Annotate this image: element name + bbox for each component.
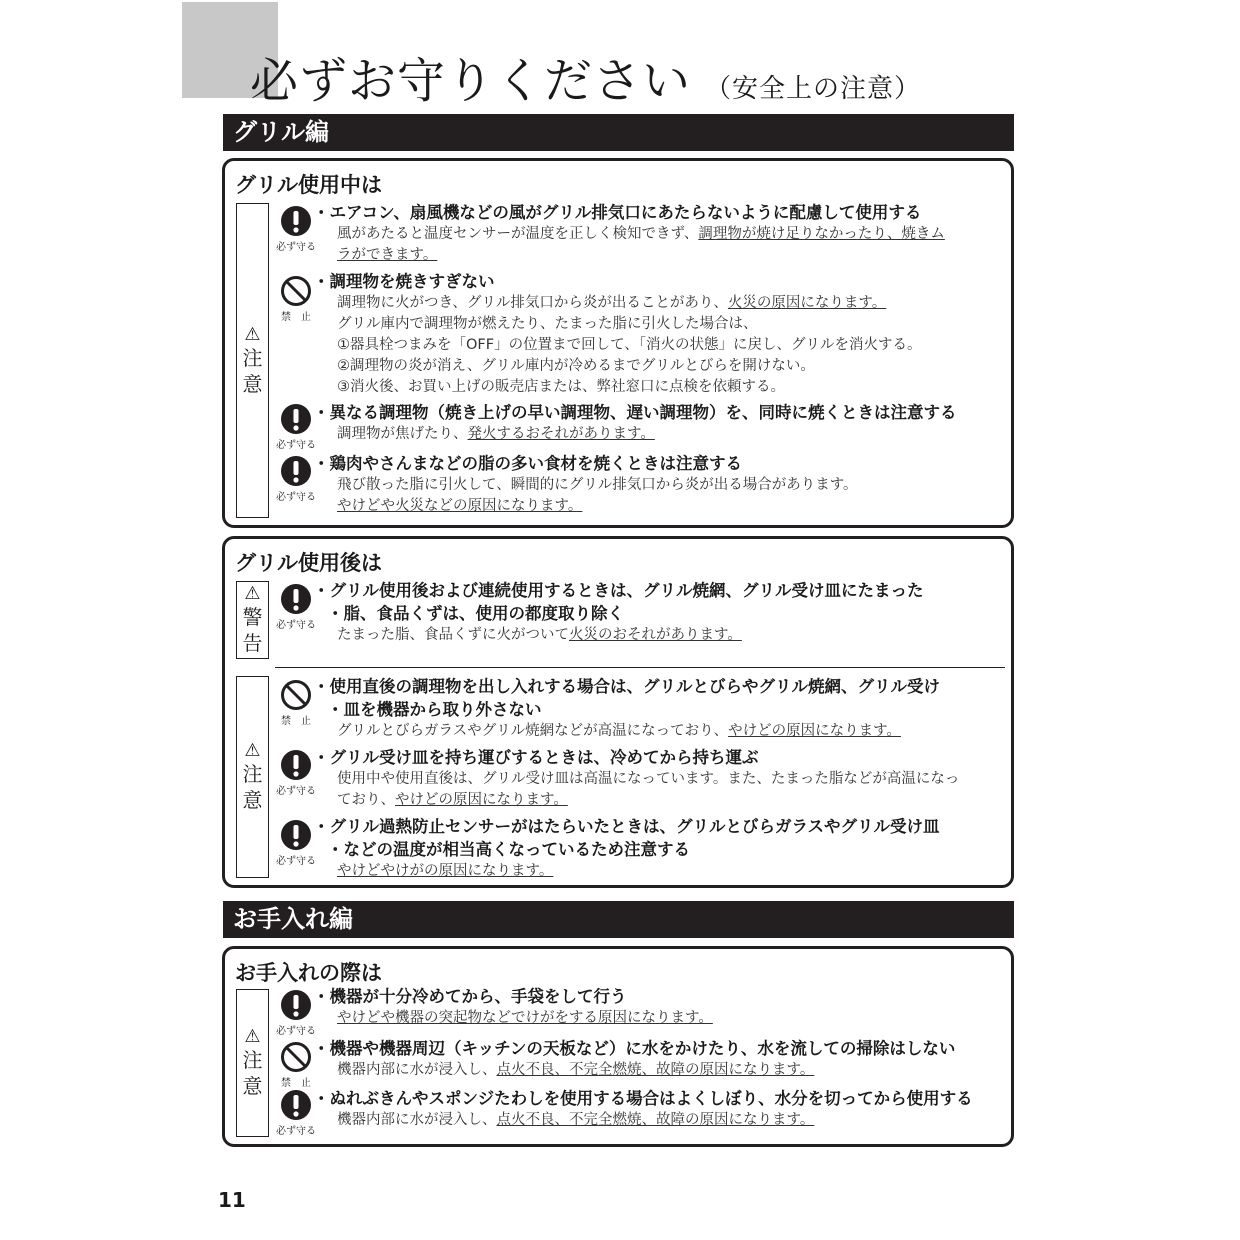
list-item: ・ グリル使用後および連続使用するときは、グリル焼網、グリル受け皿にたまった ・ 脂、食品くずは、使用の都度取り除く たまった脂、食品くずに火がついて火災のおそれがあります。 — [323, 579, 1008, 646]
list-item: ・ エアコン、扇風機などの風がグリル排気口にあたらないように配慮して使用する 風があたると温度センサーが温度を正しく検知できず、調理物が焼け足りなかったり、焼きム ラができます。 — [323, 201, 1008, 266]
list-item: ・ ぬれぶきんやスポンジたわしを使用する場合はよくしぼり、水分を切ってから使用する 機器内部に水が浸入し、点火不良、不完全燃焼、故障の原因になります。 — [323, 1087, 1008, 1131]
section-bar-grill: グリル編 — [223, 114, 1014, 151]
caution-label: ⚠ 注 意 — [236, 989, 269, 1137]
must-icon: 必ず守る — [271, 583, 321, 631]
page-title: 必ずお守りください （安全上の注意） — [250, 53, 922, 109]
box-care — [222, 946, 1014, 1147]
section-bar-care: お手入れ編 — [223, 901, 1014, 938]
list-item: ・ 調理物を焼きすぎない 調理物に火がつき、グリル排気口から炎が出ることがあり、火災の原因になります。 グリル庫内で調理物が燃えたり、たまった脂に引火した場合は、 ①器具栓つまみを「OFF」の位置まで回して、「消火の状態」に戻し、グリルを消火する。 ②調理物の炎が消え、グリル庫内が冷めるまでグリルとびらを開けない。 ③消火後、お買い上げの販売店または、弊社窓口に点検を依頼する。 — [323, 270, 1008, 398]
page-subtitle: （安全上の注意） — [705, 74, 922, 104]
warning-label: ⚠ 警 告 — [236, 581, 269, 659]
prohibit-icon: 禁 止 — [271, 275, 321, 323]
box-title: お手入れの際は — [235, 961, 382, 985]
must-icon: 必ず守る — [271, 403, 321, 451]
list-item: ・ 機器や機器周辺（キッチンの天板など）に水をかけたり、水を流しての掃除はしない 機器内部に水が浸入し、点火不良、不完全燃焼、故障の原因になります。 — [323, 1037, 1008, 1081]
must-icon: 必ず守る — [271, 819, 321, 867]
must-icon: 必ず守る — [271, 749, 321, 797]
warning-triangle-icon: ⚠ — [244, 323, 261, 345]
must-icon: 必ず守る — [271, 989, 321, 1037]
box-title: グリル使用後は — [235, 551, 382, 575]
prohibit-icon: 禁 止 — [271, 679, 321, 727]
list-item: ・ 機器が十分冷めてから、手袋をして行う やけどや機器の突起物などでけがをする原因になります。 — [323, 985, 1008, 1029]
divider — [275, 667, 1005, 668]
warning-triangle-icon: ⚠ — [244, 1026, 261, 1047]
prohibit-icon: 禁 止 — [271, 1041, 321, 1089]
list-item: ・ 使用直後の調理物を出し入れする場合は、グリルとびらやグリル焼網、グリル受け ・ 皿を機器から取り外さない グリルとびらガラスやグリル焼網などが高温になっており、やけどの原因になります。 — [323, 675, 1008, 742]
warning-triangle-icon: ⚠ — [244, 740, 261, 761]
caution-label: ⚠ 注 意 — [236, 676, 269, 878]
must-icon: 必ず守る — [271, 455, 321, 503]
list-item: ・ 鶏肉やさんまなどの脂の多い食材を焼くときは注意する 飛び散った脂に引火して、瞬間的にグリル排気口から炎が出る場合があります。 やけどや火災などの原因になります。 — [323, 452, 1008, 517]
box-title: グリル使用中は — [235, 173, 382, 197]
page-number: 11 — [218, 1188, 246, 1212]
list-item: ・ 異なる調理物（焼き上げの早い調理物、遅い調理物）を、同時に焼くときは注意する 調理物が焦げたり、発火するおそれがあります。 — [323, 401, 1008, 445]
warning-triangle-icon: ⚠ — [244, 583, 261, 604]
must-icon: 必ず守る — [271, 1089, 321, 1137]
box-grill-during — [222, 158, 1014, 528]
list-item: ・ グリル受け皿を持ち運びするときは、冷めてから持ち運ぶ 使用中や使用直後は、グリル受け皿は高温になっています。また、たまった脂などが高温になっ ており、やけどの原因になります。 — [323, 746, 1008, 811]
must-icon: 必ず守る — [271, 205, 321, 253]
list-item: ・ グリル過熱防止センサーがはたらいたときは、グリルとびらガラスやグリル受け皿 ・ などの温度が相当高くなっているため注意する やけどやけがの原因になります。 — [323, 815, 1008, 882]
caution-label: ⚠ 注 意 — [236, 203, 269, 518]
box-grill-after — [222, 536, 1014, 888]
